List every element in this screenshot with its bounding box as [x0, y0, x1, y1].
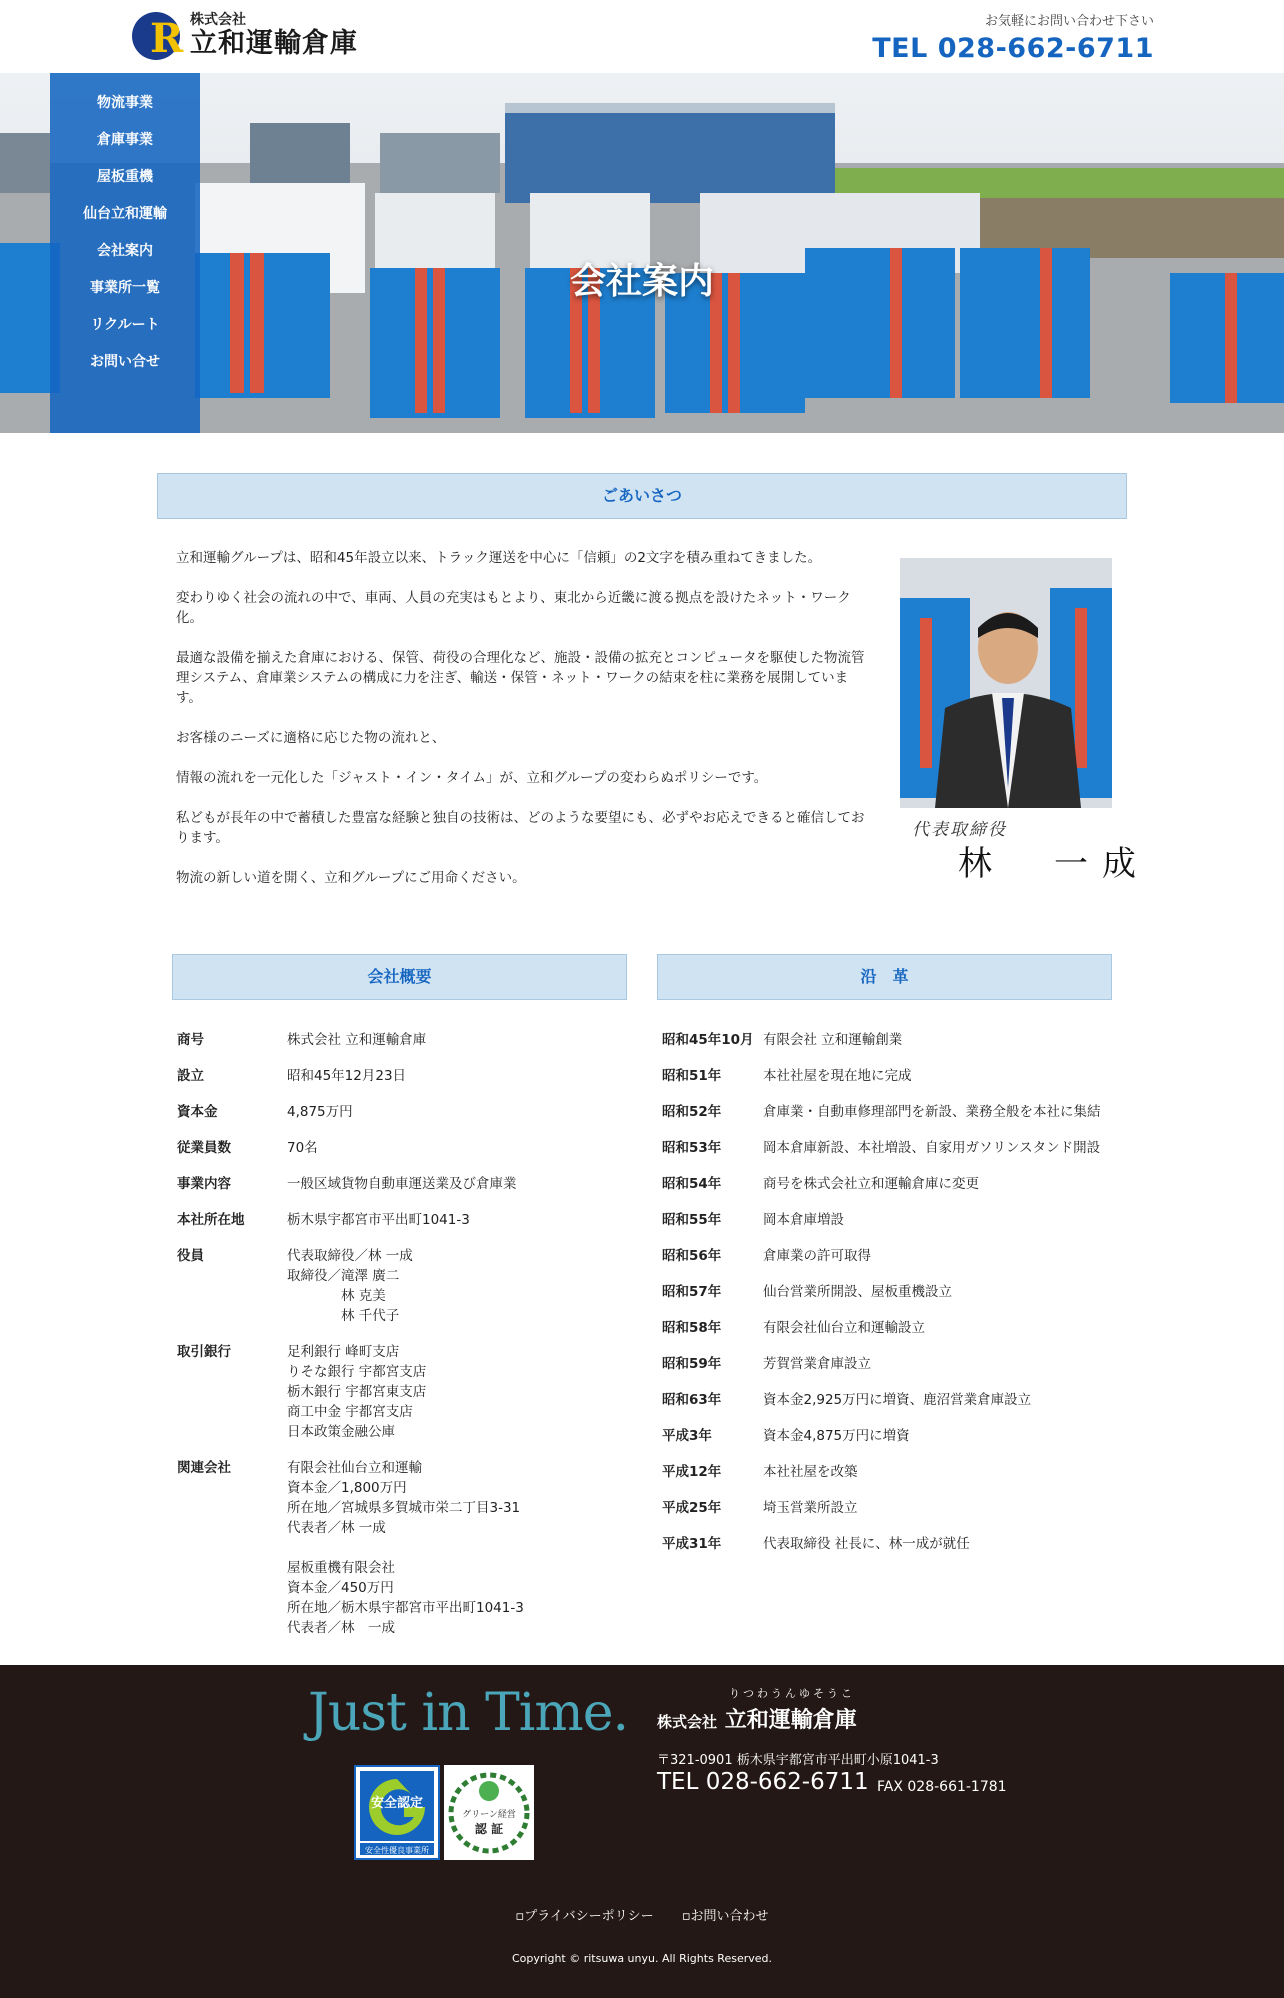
nav-contact[interactable]: お問い合せ — [90, 354, 160, 370]
footer-links — [0, 1905, 1284, 1924]
history-value: 仙台営業所開設、屋板重機設立 — [763, 1284, 952, 1300]
history-row — [662, 1534, 1112, 1554]
history-row — [662, 1246, 1112, 1266]
footer-fax: FAX 028-661-1781 — [877, 1779, 1007, 1795]
signature-title: 代表取締役 — [912, 820, 1007, 840]
history-row — [662, 1426, 1112, 1446]
company-overview-table — [177, 1030, 622, 1654]
history-label: 昭和56年 — [662, 1248, 722, 1264]
history-value: 資本金4,875万円に増資 — [763, 1428, 910, 1444]
company-row — [177, 1210, 622, 1230]
history-heading: 沿 革 — [657, 954, 1112, 1000]
greeting-heading: ごあいさつ — [157, 473, 1127, 519]
history-label: 昭和52年 — [662, 1104, 722, 1120]
badge-safety-sub: 安全性優良事業所 — [365, 1846, 429, 1855]
history-row — [662, 1066, 1112, 1086]
history-value: 代表取締役 社長に、林一成が就任 — [763, 1536, 970, 1552]
side-navigation — [50, 73, 200, 433]
history-value: 倉庫業の許可取得 — [763, 1248, 871, 1264]
greeting-paragraph: 私どもが長年の中で蓄積した豊富な経験と独自の技術は、どのような要望にも、必ずやお応えできると確信しております。 — [176, 810, 865, 846]
header-tel-link[interactable]: TEL 028-662-6711 — [872, 33, 1154, 64]
greeting-text — [176, 548, 866, 908]
hero-banner — [0, 73, 1284, 433]
history-row — [662, 1030, 1112, 1050]
footer-address: 〒321-0901 栃木県宇都宮市平出町小原1041-3 — [657, 1753, 939, 1768]
company-row — [177, 1174, 622, 1194]
company-value: 昭和45年12月23日 — [287, 1068, 407, 1084]
company-label: 資本金 — [177, 1104, 218, 1120]
company-ruby: りつわうんゆそうこ — [729, 1687, 855, 1700]
logo-r-icon — [130, 10, 186, 62]
company-row — [177, 1102, 622, 1122]
greeting-paragraph: 立和運輸グループは、昭和45年設立以来、トラック運送を中心に「信頼」の2文字を積み重ねてきました。 — [176, 550, 822, 566]
footer-company-name: 立和運輸倉庫 — [724, 1708, 857, 1733]
logo-company-name: 立和運輸倉庫 — [190, 28, 358, 59]
company-row — [177, 1342, 622, 1442]
nav-offices[interactable]: 事業所一覧 — [90, 280, 160, 296]
signature-name: 林 一成 — [958, 844, 1150, 884]
history-value: 岡本倉庫増設 — [763, 1212, 844, 1228]
history-label: 昭和58年 — [662, 1320, 722, 1336]
footer-company-type: 株式会社 — [657, 1713, 718, 1731]
history-row — [662, 1462, 1112, 1482]
site-header — [0, 0, 1284, 73]
history-table — [662, 1030, 1112, 1570]
company-label: 事業内容 — [177, 1176, 231, 1192]
history-row — [662, 1354, 1112, 1374]
company-value: 栃木県宇都宮市平出町1041-3 — [287, 1212, 470, 1228]
history-value: 本社社屋を現在地に完成 — [763, 1068, 912, 1084]
footer-contact-label: お問い合わせ — [690, 1909, 769, 1924]
company-row — [177, 1458, 622, 1638]
company-row — [177, 1030, 622, 1050]
page-title: 会社案内 — [569, 261, 714, 302]
history-value: 倉庫業・自動車修理部門を新設、業務全般を本社に集結 — [763, 1104, 1101, 1120]
header-contact — [872, 10, 1154, 64]
history-row — [662, 1282, 1112, 1302]
history-value: 商号を株式会社立和運輸倉庫に変更 — [763, 1176, 979, 1192]
history-label: 昭和51年 — [662, 1068, 722, 1084]
badge-safety-label: 安全認定 — [370, 1796, 424, 1811]
nav-company[interactable]: 会社案内 — [97, 243, 153, 259]
history-label: 昭和57年 — [662, 1284, 722, 1300]
history-value: 有限会社 立和運輸創業 — [763, 1032, 903, 1048]
nav-sendai[interactable]: 仙台立和運輸 — [83, 206, 167, 222]
logo-company-type: 株式会社 — [190, 12, 246, 28]
greeting-paragraph: 変わりゆく社会の流れの中で、車両、人員の充実はもとより、東北から近畿に渡る拠点を設けたネット・ワーク化。 — [176, 590, 851, 626]
company-label: 従業員数 — [177, 1140, 231, 1156]
company-label: 設立 — [177, 1068, 204, 1084]
company-row — [177, 1066, 622, 1086]
history-label: 平成12年 — [662, 1464, 722, 1480]
company-label: 商号 — [177, 1032, 204, 1048]
nav-logistics[interactable]: 物流事業 — [97, 95, 153, 111]
site-logo[interactable] — [130, 10, 358, 62]
history-label: 昭和54年 — [662, 1176, 722, 1192]
footer-company — [657, 1685, 857, 1734]
history-label: 平成25年 — [662, 1500, 722, 1516]
company-label: 関連会社 — [177, 1460, 231, 1476]
safety-certified-badge-icon — [354, 1765, 440, 1860]
history-label: 昭和53年 — [662, 1140, 722, 1156]
company-value: 有限会社仙台立和運輸 資本金／1,800万円 所在地／宮城県多賀城市栄二丁目3-31 代表者／林 一成 屋板重機有限会社 資本金／450万円 所在地／栃木県宇都宮市平出町1041-3 代表者／林 一成 — [287, 1460, 524, 1636]
greeting-paragraph: 情報の流れを一元化した「ジャスト・イン・タイム」が、立和グループの変わらぬポリシーです。 — [176, 770, 768, 786]
company-value: 一般区域貨物自動車運送業及び倉庫業 — [287, 1176, 517, 1192]
badge-green-label: グリーン経営 — [462, 1810, 516, 1820]
history-label: 平成31年 — [662, 1536, 722, 1552]
company-value: 足利銀行 峰町支店 りそな銀行 宇都宮支店 栃木銀行 宇都宮東支店 商工中金 宇都宮支店 日本政策金融公庫 — [287, 1344, 427, 1440]
history-label: 昭和63年 — [662, 1392, 722, 1408]
copyright: Copyright © ritsuwa unyu. All Rights Reserved. — [511, 1952, 772, 1965]
company-value: 株式会社 立和運輸倉庫 — [287, 1032, 427, 1048]
nav-warehouse[interactable]: 倉庫事業 — [97, 132, 153, 148]
badge-green-sub: 認 証 — [474, 1822, 504, 1836]
history-row — [662, 1210, 1112, 1230]
history-value: 芳賀営業倉庫設立 — [763, 1356, 871, 1372]
footer-tel-link[interactable]: TEL 028-662-6711 — [657, 1769, 869, 1795]
footer-contact-link[interactable] — [682, 1909, 769, 1924]
privacy-policy-link[interactable] — [515, 1909, 653, 1924]
history-row — [662, 1102, 1112, 1122]
history-value: 本社社屋を改築 — [763, 1464, 858, 1480]
history-row — [662, 1138, 1112, 1158]
greeting-paragraph: 最適な設備を揃えた倉庫における、保管、荷役の合理化など、施設・設備の拡充とコンピュータを駆使した物流管理システム、倉庫業システムの構成に力を注ぎ、輸送・保管・ネット・ワークの結束を柱に業務を展開しています。 — [176, 650, 865, 706]
greeting-paragraph: お客様のニーズに適格に応じた物の流れと、 — [176, 730, 446, 746]
slogan: Just in Time. — [308, 1683, 629, 1743]
company-row — [177, 1246, 622, 1326]
history-label: 昭和45年10月 — [662, 1032, 754, 1048]
svg-text:R: R — [150, 15, 184, 62]
history-value: 有限会社仙台立和運輸設立 — [763, 1320, 925, 1336]
company-value: 代表取締役／林 一成 取締役／滝澤 廣二 林 克美 林 千代子 — [287, 1248, 413, 1324]
nav-heavy-machinery[interactable]: 屋板重機 — [97, 169, 153, 185]
link-icon: ▫ — [515, 1909, 525, 1924]
nav-recruit[interactable]: リクルート — [90, 317, 160, 333]
history-row — [662, 1498, 1112, 1518]
history-row — [662, 1174, 1112, 1194]
history-value: 埼玉営業所設立 — [763, 1500, 858, 1516]
president-photo — [900, 558, 1112, 808]
greeting-paragraph: 物流の新しい道を開く、立和グループにご用命ください。 — [176, 870, 526, 886]
contact-note: お気軽にお問い合わせ下さい — [984, 14, 1154, 29]
history-label: 昭和59年 — [662, 1356, 722, 1372]
company-overview-heading: 会社概要 — [172, 954, 627, 1000]
company-row — [177, 1138, 622, 1158]
site-footer — [0, 1665, 1284, 1998]
green-management-badge-icon — [444, 1765, 534, 1860]
company-label: 取引銀行 — [177, 1344, 231, 1360]
company-label: 本社所在地 — [177, 1212, 245, 1228]
history-value: 岡本倉庫新設、本社増設、自家用ガソリンスタンド開設 — [763, 1140, 1101, 1156]
history-label: 昭和55年 — [662, 1212, 722, 1228]
company-label: 役員 — [177, 1248, 204, 1264]
link-icon: ▫ — [681, 1909, 691, 1924]
company-value: 4,875万円 — [287, 1104, 353, 1120]
history-row — [662, 1318, 1112, 1338]
company-value: 70名 — [287, 1140, 318, 1156]
history-label: 平成3年 — [662, 1428, 712, 1444]
history-row — [662, 1390, 1112, 1410]
history-value: 資本金2,925万円に増資、鹿沼営業倉庫設立 — [763, 1392, 1032, 1408]
privacy-policy-label: プライバシーポリシー — [524, 1909, 654, 1924]
